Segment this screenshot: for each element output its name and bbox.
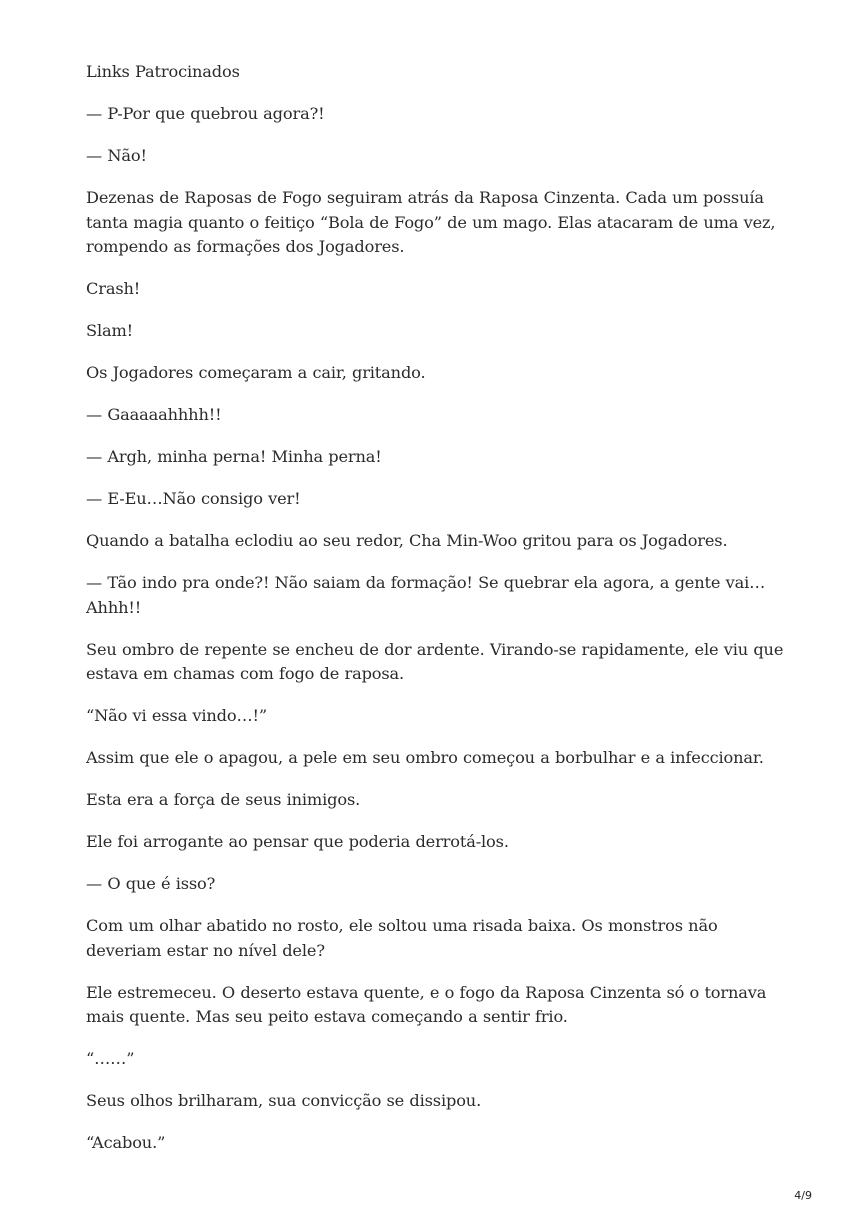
paragraph: — Argh, minha perna! Minha perna! bbox=[86, 447, 382, 466]
paragraph: Esta era a força de seus inimigos. bbox=[86, 790, 361, 809]
paragraph: Ele estremeceu. O deserto estava quente, e o fogo da Raposa Cinzenta só o tornava mais quente. Mas seu peito estava começando a sentir frio. bbox=[86, 982, 767, 1026]
paragraph: — Tão indo pra onde?! Não saiam da formação! Se quebrar ela agora, a gente vai…Ahhh!! bbox=[86, 573, 766, 617]
page-number: 4/9 bbox=[794, 1189, 812, 1202]
paragraph: Crash! bbox=[86, 279, 141, 298]
paragraph: Assim que ele o apagou, a pele em seu ombro começou a borbulhar e a infeccionar. bbox=[86, 748, 764, 767]
paragraph: — Gaaaaahhhh!! bbox=[86, 405, 222, 424]
paragraph: Seus olhos brilharam, sua convicção se dissipou. bbox=[86, 1091, 482, 1110]
paragraph: Os Jogadores começaram a cair, gritando. bbox=[86, 363, 426, 382]
paragraph: Slam! bbox=[86, 321, 134, 340]
document-page bbox=[86, 60, 786, 1173]
paragraph: Quando a batalha eclodiu ao seu redor, Cha Min-Woo gritou para os Jogadores. bbox=[86, 531, 728, 550]
paragraph: — Não! bbox=[86, 146, 147, 165]
paragraph: “……” bbox=[86, 1049, 135, 1068]
paragraph: — P-Por que quebrou agora?! bbox=[86, 104, 325, 123]
paragraph: Ele foi arrogante ao pensar que poderia derrotá-los. bbox=[86, 832, 509, 851]
paragraph: “Não vi essa vindo…!” bbox=[86, 706, 268, 725]
paragraph: — O que é isso? bbox=[86, 874, 216, 893]
paragraph: Seu ombro de repente se encheu de dor ardente. Virando-se rapidamente, ele viu que estava em chamas com fogo de raposa. bbox=[86, 639, 784, 683]
paragraph: “Acabou.” bbox=[86, 1133, 166, 1152]
paragraph: — E-Eu…Não consigo ver! bbox=[86, 489, 301, 508]
paragraph: Com um olhar abatido no rosto, ele soltou uma risada baixa. Os monstros não deveriam estar no nível dele? bbox=[86, 916, 718, 960]
paragraph: Dezenas de Raposas de Fogo seguiram atrás da Raposa Cinzenta. Cada um possuía tanta magia quanto o feitiço “Bola de Fogo” de um mago. Elas atacaram de uma vez, rompendo as formações dos Jogadores. bbox=[86, 188, 776, 256]
sponsored-links-heading: Links Patrocinados bbox=[86, 62, 240, 81]
